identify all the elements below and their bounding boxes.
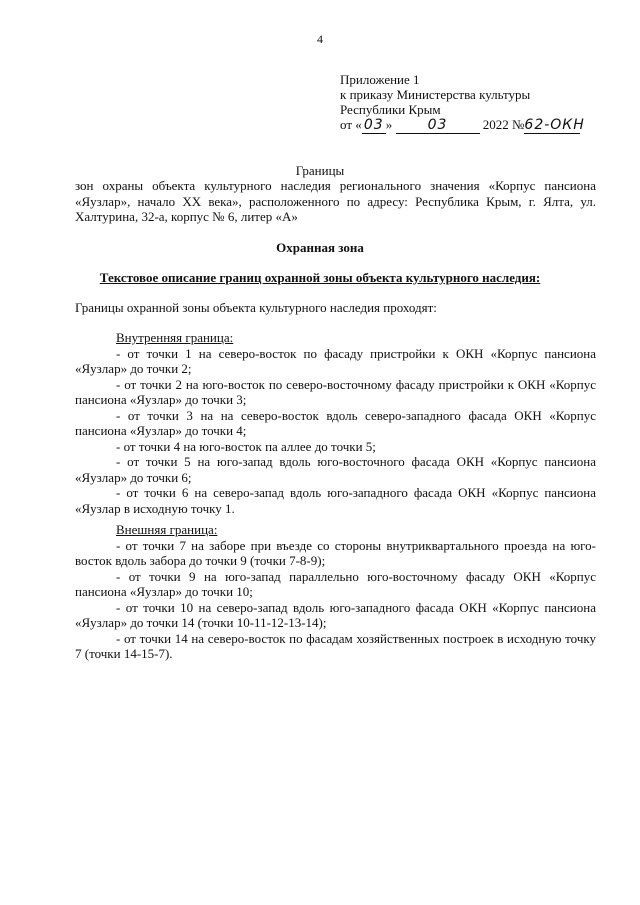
document-title: Границы xyxy=(295,163,345,178)
inner-item: - от точки 3 на на северо-восток вдоль северо-западного фасада ОКН «Корпус пансиона «Яузлар» до точки 4; xyxy=(75,407,596,438)
outer-boundary-section xyxy=(75,522,596,662)
appendix-order-ref: к приказу Министерства культуры xyxy=(340,87,531,102)
inner-item: - от точки 4 на юго-восток па аллее до точки 5; xyxy=(116,438,376,454)
outer-item: - от точки 7 на заборе при въезде со стороны внутриквартального проезда на юго-восток вдоль забора до точки 9 (точки 7-8-9); xyxy=(75,537,596,568)
zone-heading: Охранная зона xyxy=(276,240,364,255)
intro-text: Границы охранной зоны объекта культурного наследия проходят: xyxy=(75,300,437,315)
date-day: 03 xyxy=(362,118,386,134)
inner-item: - от точки 6 на северо-запад вдоль юго-западного фасада ОКН «Корпус пансиона «Яузлар в исходную точку 1. xyxy=(75,485,596,516)
appendix-title: Приложение 1 xyxy=(340,72,420,87)
order-date-line xyxy=(340,117,585,134)
inner-item: - от точки 2 на юго-восток по северо-восточному фасаду пристройки к ОКН «Корпус пансиона «Яузлар» до точки 3; xyxy=(75,376,596,407)
inner-boundary-title: Внутренняя граница: xyxy=(116,330,234,345)
page-number: 4 xyxy=(317,32,323,46)
date-month: 03 xyxy=(396,118,480,134)
inner-item: - от точки 1 на северо-восток по фасаду пристройки к ОКН «Корпус пансиона «Яузлар» до точки 2; xyxy=(75,345,596,376)
appendix-republic: Республики Крым xyxy=(340,102,441,117)
outer-item: - от точки 9 на юго-запад параллельно юго-восточному фасаду ОКН «Корпус пансиона «Яузлар» до точки 10; xyxy=(75,568,596,599)
date-year: 2022 № xyxy=(482,117,525,132)
date-mid: » xyxy=(385,117,393,132)
text-description-heading: Текстовое описание границ охранной зоны объекта культурного наследия: xyxy=(99,270,541,285)
outer-item: - от точки 10 на северо-запад вдоль юго-западного фасада ОКН «Корпус пансиона «Яузлар» до точки 14 (точки 10-11-12-13-14); xyxy=(75,599,596,630)
order-number: 62-ОКН xyxy=(524,117,585,133)
inner-boundary-section xyxy=(75,330,596,516)
outer-boundary-title: Внешняя граница: xyxy=(116,522,218,537)
document-subtitle: зон охраны объекта культурного наследия регионального значения «Корпус пансиона «Яузлар», начало XX века», расположенного по адресу: Республика Крым, г. Ялта, ул. Халтурина, 32-а, корпус № 6, литер «А» xyxy=(75,178,596,224)
inner-item: - от точки 5 на юго-запад вдоль юго-восточного фасада ОКН «Корпус пансиона «Яузлар» до точки 6; xyxy=(75,454,596,485)
date-prefix: от « xyxy=(340,117,362,132)
outer-item: - от точки 14 на северо-восток по фасадам хозяйственных построек в исходную точку 7 (точки 14-15-7). xyxy=(75,630,596,661)
appendix-block xyxy=(340,72,585,134)
